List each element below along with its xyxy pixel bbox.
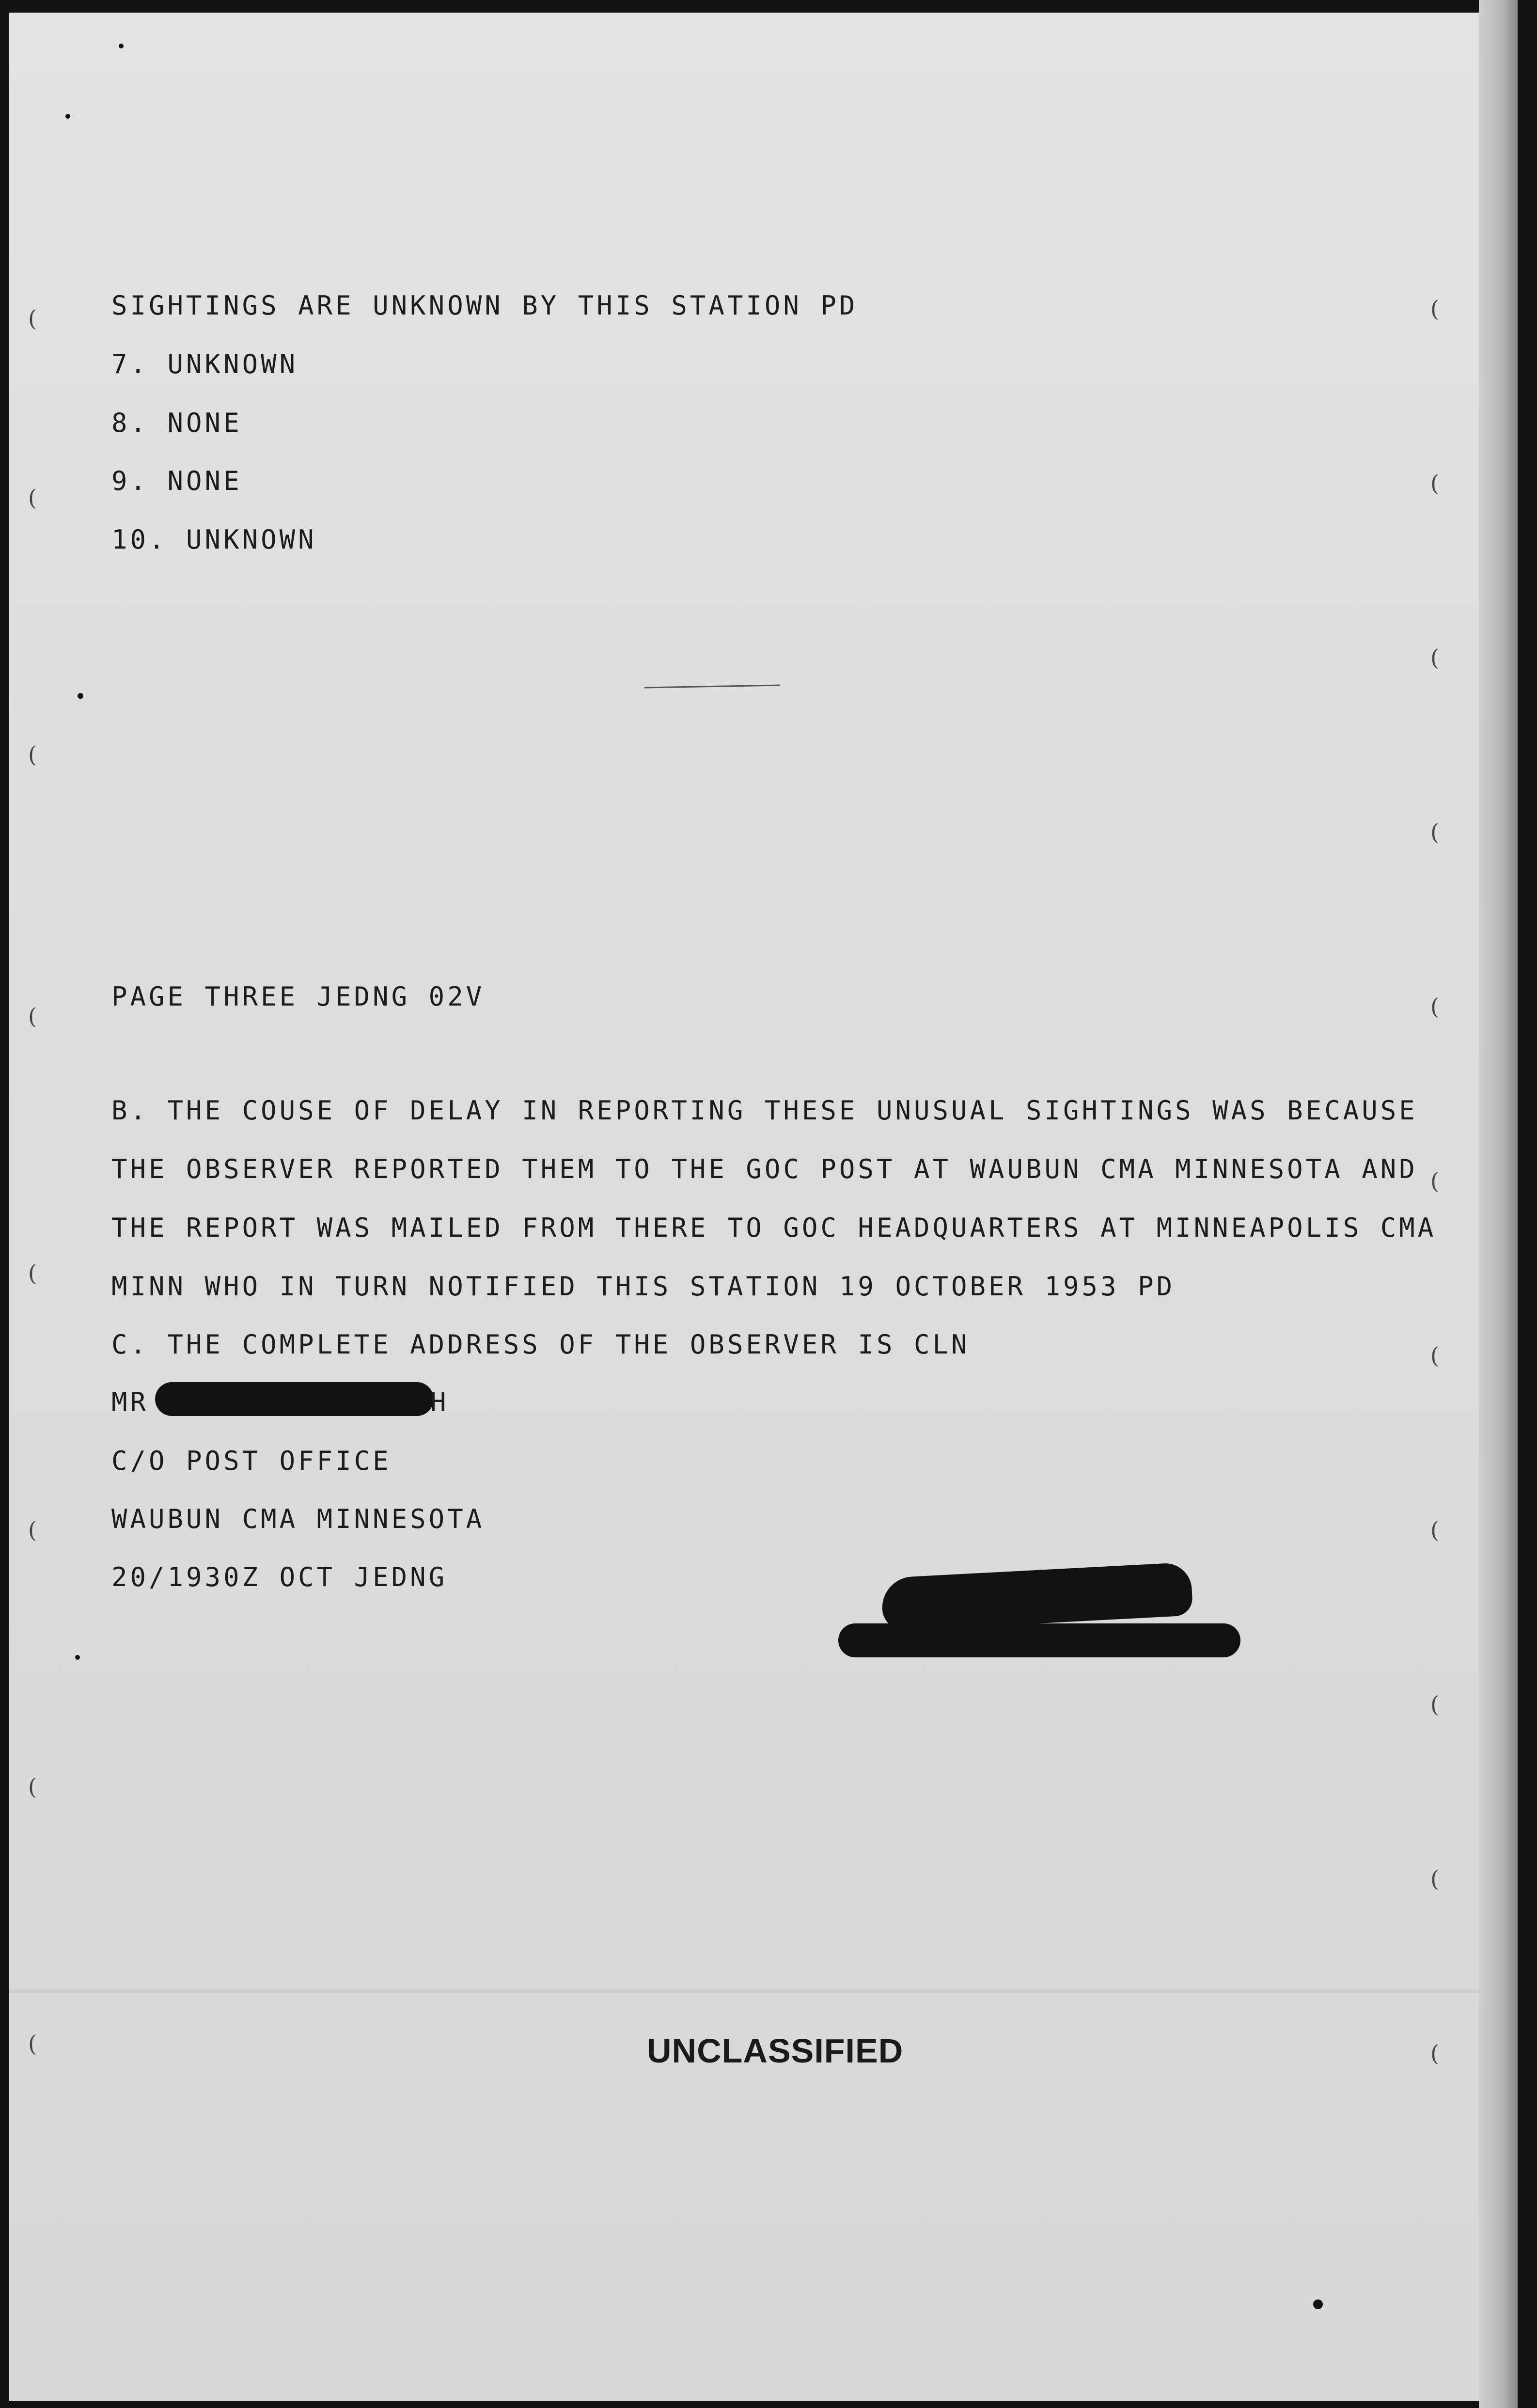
text-line-1: SIGHTINGS ARE UNKNOWN BY THIS STATION PD <box>111 290 858 321</box>
item-7: 7. UNKNOWN <box>111 349 298 379</box>
feed-mark: ( <box>1430 819 1439 845</box>
feed-mark: ( <box>1430 1168 1439 1194</box>
address-line-2: WAUBUN CMA MINNESOTA <box>111 1504 485 1534</box>
feed-mark: ( <box>28 1003 37 1029</box>
feed-mark: ( <box>28 2030 37 2057</box>
observer-name-prefix: MR <box>111 1387 149 1417</box>
page-heading: PAGE THREE JEDNG 02V <box>111 981 485 1012</box>
speck <box>78 693 83 699</box>
page-edge-shadow <box>1479 0 1518 2408</box>
feed-mark: ( <box>1430 470 1439 496</box>
text-line-b1: B. THE COUSE OF DELAY IN REPORTING THESE UNUSUAL SIGHTINGS WAS BECAUSE <box>111 1095 1418 1126</box>
text-line-c1: C. THE COMPLETE ADDRESS OF THE OBSERVER IS CLN <box>111 1329 970 1360</box>
item-10: 10. UNKNOWN <box>111 524 317 555</box>
feed-mark: ( <box>1430 645 1439 671</box>
feed-mark: ( <box>28 1517 37 1543</box>
feed-mark: ( <box>28 485 37 511</box>
feed-mark: ( <box>28 305 37 331</box>
feed-mark: ( <box>1430 296 1439 322</box>
feed-mark: ( <box>28 741 37 768</box>
item-8: 8. NONE <box>111 408 242 438</box>
speck <box>119 44 124 48</box>
observer-name-suffix: H <box>430 1387 449 1417</box>
feed-mark: ( <box>28 1774 37 1800</box>
feed-mark: ( <box>28 1260 37 1286</box>
name-redaction <box>155 1382 434 1416</box>
item-9: 9. NONE <box>111 466 242 496</box>
speck <box>75 1655 80 1660</box>
feed-mark: ( <box>1430 1691 1439 1717</box>
paper-fold-line <box>9 1990 1486 1993</box>
feed-mark: ( <box>1430 993 1439 1020</box>
text-line-b4: MINN WHO IN TURN NOTIFIED THIS STATION 19 OCTOBER 1953 PD <box>111 1271 1176 1302</box>
speck <box>65 114 70 119</box>
feed-mark: ( <box>1430 1342 1439 1369</box>
feed-mark: ( <box>1430 1866 1439 1892</box>
speck <box>1313 2299 1323 2309</box>
address-line-1: C/O POST OFFICE <box>111 1446 392 1476</box>
date-time-group: 20/1930Z OCT JEDNG <box>111 1562 448 1592</box>
classification-stamp: UNCLASSIFIED <box>647 2032 904 2070</box>
signature-redaction-lower <box>838 1623 1240 1657</box>
feed-mark: ( <box>1430 2040 1439 2066</box>
feed-mark: ( <box>1430 1517 1439 1543</box>
text-line-b2: THE OBSERVER REPORTED THEM TO THE GOC POST AT WAUBUN CMA MINNESOTA AND <box>111 1154 1418 1184</box>
text-line-b3: THE REPORT WAS MAILED FROM THERE TO GOC HEADQUARTERS AT MINNEAPOLIS CMA <box>111 1212 1437 1243</box>
